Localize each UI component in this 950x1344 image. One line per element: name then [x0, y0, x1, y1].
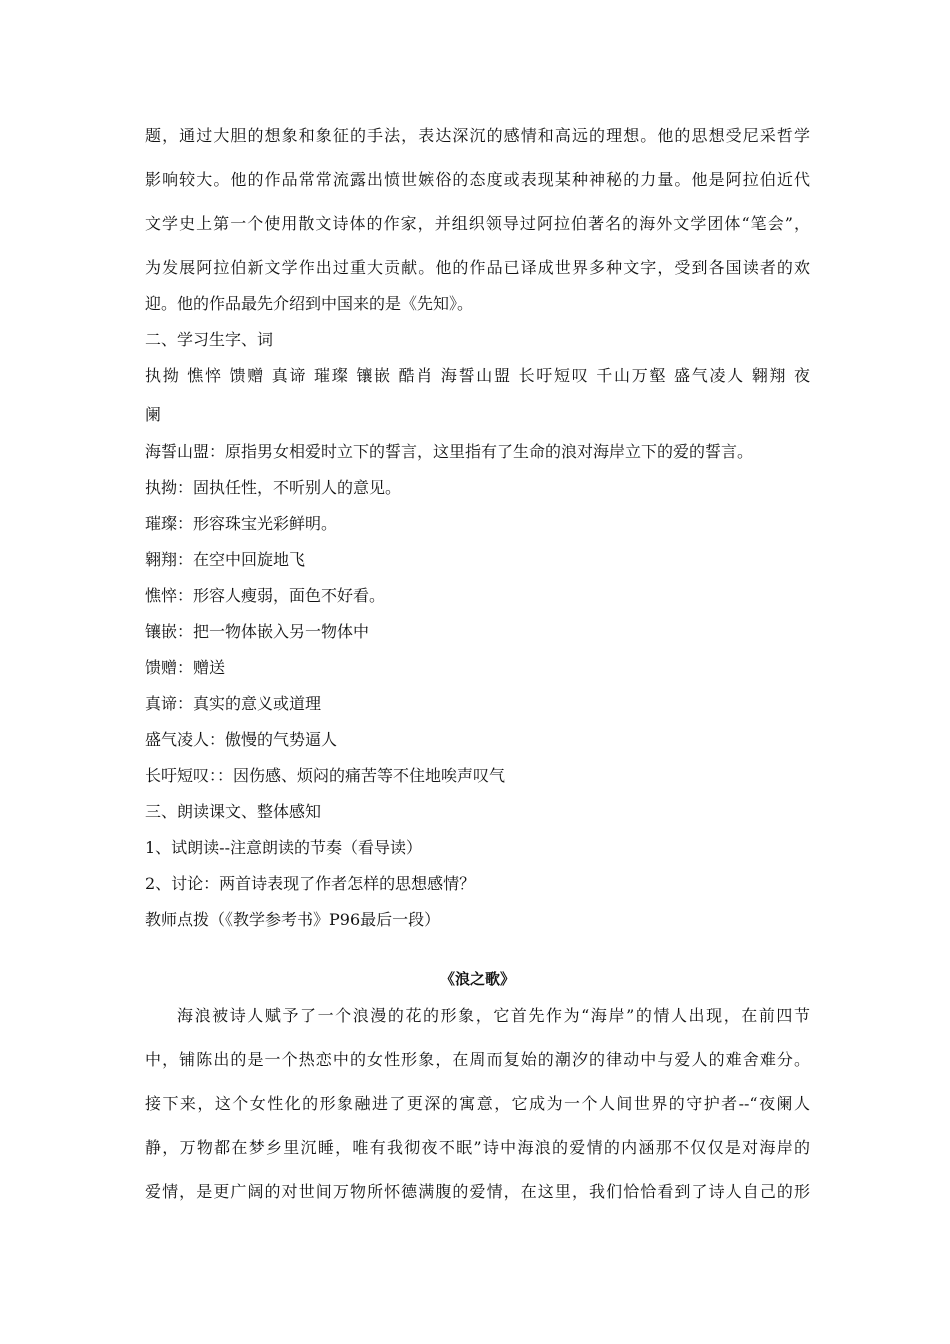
definition-item: 璀璨：形容珠宝光彩鲜明。 — [145, 514, 338, 533]
intro-line-4: 为发展阿拉伯新文学作出过重大贡献。他的作品已译成世界多种文字，受到各国读者的欢 — [145, 258, 810, 277]
poem-title: 《浪之歌》 — [439, 970, 515, 988]
poem-paragraph-line-3: 接下来，这个女性化的形象融进了更深的寓意，它成为一个人间世界的守护者--“夜阑人 — [145, 1094, 810, 1113]
intro-line-2: 影响较大。他的作品常常流露出愤世嫉俗的态度或表现某种神秘的力量。他是阿拉伯近代 — [145, 170, 810, 189]
reading-item: 1、试朗读--注意朗读的节奏（看导读） — [145, 838, 422, 857]
poem-paragraph-line-5: 爱情，是更广阔的对世间万物所怀德满腹的爱情，在这里，我们恰恰看到了诗人自己的形 — [145, 1182, 810, 1201]
definition-item: 长吁短叹：：因伤感、烦闷的痛苦等不住地唉声叹气 — [145, 766, 506, 785]
definition-item: 镶嵌：把一物体嵌入另一物体中 — [145, 622, 370, 641]
section-heading-reading: 三、朗读课文、整体感知 — [145, 802, 322, 821]
definition-item: 翱翔：在空中回旋地飞 — [145, 550, 306, 569]
poem-paragraph-line-2: 中，铺陈出的是一个热恋中的女性形象，在周而复始的潮汐的律动中与爱人的难舍难分。 — [145, 1050, 810, 1069]
intro-line-5: 迎。他的作品最先介绍到中国来的是《先知》。 — [145, 294, 474, 313]
definition-item: 憔悴：形容人瘦弱，面色不好看。 — [145, 586, 386, 605]
word-list-line-2: 阑 — [145, 405, 162, 424]
definition-item: 真谛：真实的意义或道理 — [145, 694, 322, 713]
poem-paragraph-line-1: 海浪被诗人赋予了一个浪漫的花的形象，它首先作为“海岸”的情人出现，在前四节 — [177, 1006, 810, 1025]
definition-item: 盛气凌人：傲慢的气势逼人 — [145, 730, 338, 749]
word-list-line-1: 执拗 憔悴 馈赠 真谛 璀璨 镶嵌 酷肖 海誓山盟 长吁短叹 千山万壑 盛气凌人 翱翔 夜 — [145, 366, 810, 385]
intro-line-1: 题，通过大胆的想象和象征的手法，表达深沉的感情和高远的理想。他的思想受尼采哲学 — [145, 126, 810, 145]
definition-item: 海誓山盟：原指男女相爱时立下的誓言，这里指有了生命的浪对海岸立下的爱的誓言。 — [145, 442, 754, 461]
section-heading-vocabulary: 二、学习生字、词 — [145, 330, 274, 349]
intro-line-3: 文学史上第一个使用散文诗体的作家，并组织领导过阿拉伯著名的海外文学团体“笔会”， — [145, 214, 810, 233]
definition-item: 馈赠：赠送 — [145, 658, 226, 677]
reading-item: 2、讨论：两首诗表现了作者怎样的思想感情？ — [145, 874, 476, 893]
definition-item: 执拗：固执任性，不听别人的意见。 — [145, 478, 402, 497]
reading-item: 教师点拨（《教学参考书》P96最后一段） — [145, 910, 441, 929]
poem-paragraph-line-4: 静，万物都在梦乡里沉睡，唯有我彻夜不眠”诗中海浪的爱情的内涵那不仅仅是对海岸的 — [145, 1138, 810, 1157]
